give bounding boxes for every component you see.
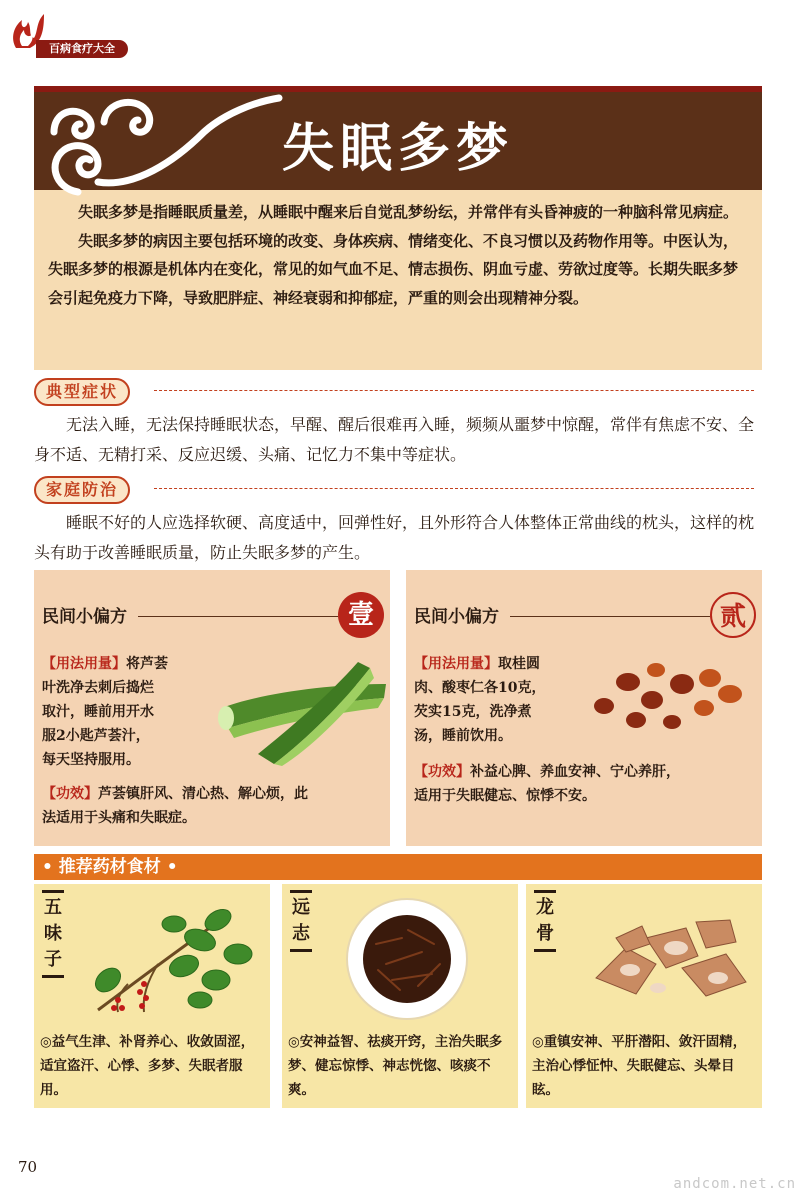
usage-line: 肉、酸枣仁各10克，	[414, 680, 546, 696]
divider	[138, 616, 338, 617]
remedy-usage	[42, 652, 232, 772]
remedy-effect	[42, 782, 382, 830]
remedy-number-badge: 贰	[710, 592, 756, 638]
recommended-herbs-bar	[34, 854, 762, 880]
usage-line: 服2小匙芦荟汁，	[42, 728, 150, 744]
book-label: 百病食疗大全	[36, 40, 128, 58]
remedy-card-1	[34, 570, 390, 846]
remedy-usage	[414, 652, 604, 748]
usage-line: 每天坚持服用。	[42, 752, 140, 768]
herb-name: 五味子	[42, 890, 64, 978]
longan-jujube-image	[592, 662, 752, 734]
effect-key: 【功效】	[414, 764, 470, 780]
watermark: andcom.net.cn	[673, 1176, 796, 1192]
remedy-card-2	[406, 570, 762, 846]
remedy-title: 民间小偏方	[414, 607, 499, 627]
polygala-bowl-image	[342, 894, 472, 1024]
intro-paragraph: 失眠多梦的病因主要包括环境的改变、身体疾病、情绪变化、不良习惯以及药物作用等。中医认为，失眠多梦的根源是机体内在变化，常见的如气血不足、情志损伤、阴血亏虚、劳欲过度等。长期失眠多梦会引起免疫力下降，导致肥胖症、神经衰弱和抑郁症，严重的则会出现精神分裂。	[48, 231, 739, 307]
symptoms-tag: 典型症状	[34, 378, 130, 406]
schisandra-plant-image	[88, 900, 264, 1020]
herb-name: 龙骨	[534, 890, 556, 952]
divider	[154, 390, 754, 391]
usage-line: 芡实15克，洗净煮	[414, 704, 532, 720]
usage-line: 取桂圆	[498, 656, 540, 672]
herb-description: ◎安神益智、祛痰开窍，主治失眠多梦、健忘惊悸、神志恍惚、咳痰不爽。	[288, 1034, 503, 1098]
intro-paragraph: 失眠多梦是指睡眠质量差，从睡眠中醒来后自觉乱梦纷纭，并常伴有头昏神疲的一种脑科常见病症。	[78, 203, 739, 221]
effect-line: 法适用于头痛和失眠症。	[42, 810, 196, 826]
usage-line: 取汁，睡前用开水	[42, 704, 154, 720]
remedy-effect	[414, 760, 758, 808]
prevention-tag: 家庭防治	[34, 476, 130, 504]
usage-line: 汤，睡前饮用。	[414, 728, 512, 744]
herb-description: ◎重镇安神、平肝潜阳、敛汗固精，主治心悸怔忡、失眠健忘、头晕目眩。	[532, 1034, 747, 1098]
effect-line: 补益心脾、养血安神、宁心养肝，	[470, 764, 680, 780]
symptoms-heading	[34, 378, 762, 408]
herb-name: 远志	[290, 890, 312, 952]
dragon-bone-image	[586, 908, 756, 1008]
remedy-number-badge: 壹	[338, 592, 384, 638]
title-bar	[34, 86, 762, 190]
usage-key: 【用法用量】	[42, 656, 126, 672]
aloe-leaf-image	[218, 658, 388, 766]
herb-card-wuweizi	[34, 884, 270, 1108]
effect-line: 适用于失眠健忘、惊悸不安。	[414, 788, 596, 804]
herb-card-longgu	[526, 884, 762, 1108]
herbs-bar-label: • 推荐药材食材 •	[42, 857, 178, 877]
effect-line: 芦荟镇肝风、清心热、解心烦，此	[98, 786, 308, 802]
book-header-tag	[8, 8, 126, 54]
herb-card-yuanzhi	[282, 884, 518, 1108]
prevention-text: 睡眠不好的人应选择软硬、高度适中，回弹性好，且外形符合人体整体正常曲线的枕头，这样的枕头有助于改善睡眠质量，防止失眠多梦的产生。	[34, 513, 755, 562]
usage-key: 【用法用量】	[414, 656, 498, 672]
divider	[510, 616, 710, 617]
herb-description: ◎益气生津、补肾养心、收敛固涩，适宜盗汗、心悸、多梦、失眠者服用。	[40, 1034, 255, 1098]
intro-section	[34, 86, 762, 370]
prevention-heading	[34, 476, 762, 506]
effect-key: 【功效】	[42, 786, 98, 802]
page-number: 70	[18, 1158, 38, 1176]
usage-line: 将芦荟	[126, 656, 168, 672]
usage-line: 叶洗净去刺后捣烂	[42, 680, 154, 696]
page-title: 失眠多梦	[281, 118, 514, 179]
divider	[154, 488, 754, 489]
intro-text	[48, 198, 748, 312]
symptoms-text: 无法入睡，无法保持睡眠状态，早醒、醒后很难再入睡，频频从噩梦中惊醒，常伴有焦虑不安、全身不适、无精打采、反应迟缓、头痛、记忆力不集中等症状。	[34, 415, 755, 464]
remedy-title: 民间小偏方	[42, 607, 127, 627]
